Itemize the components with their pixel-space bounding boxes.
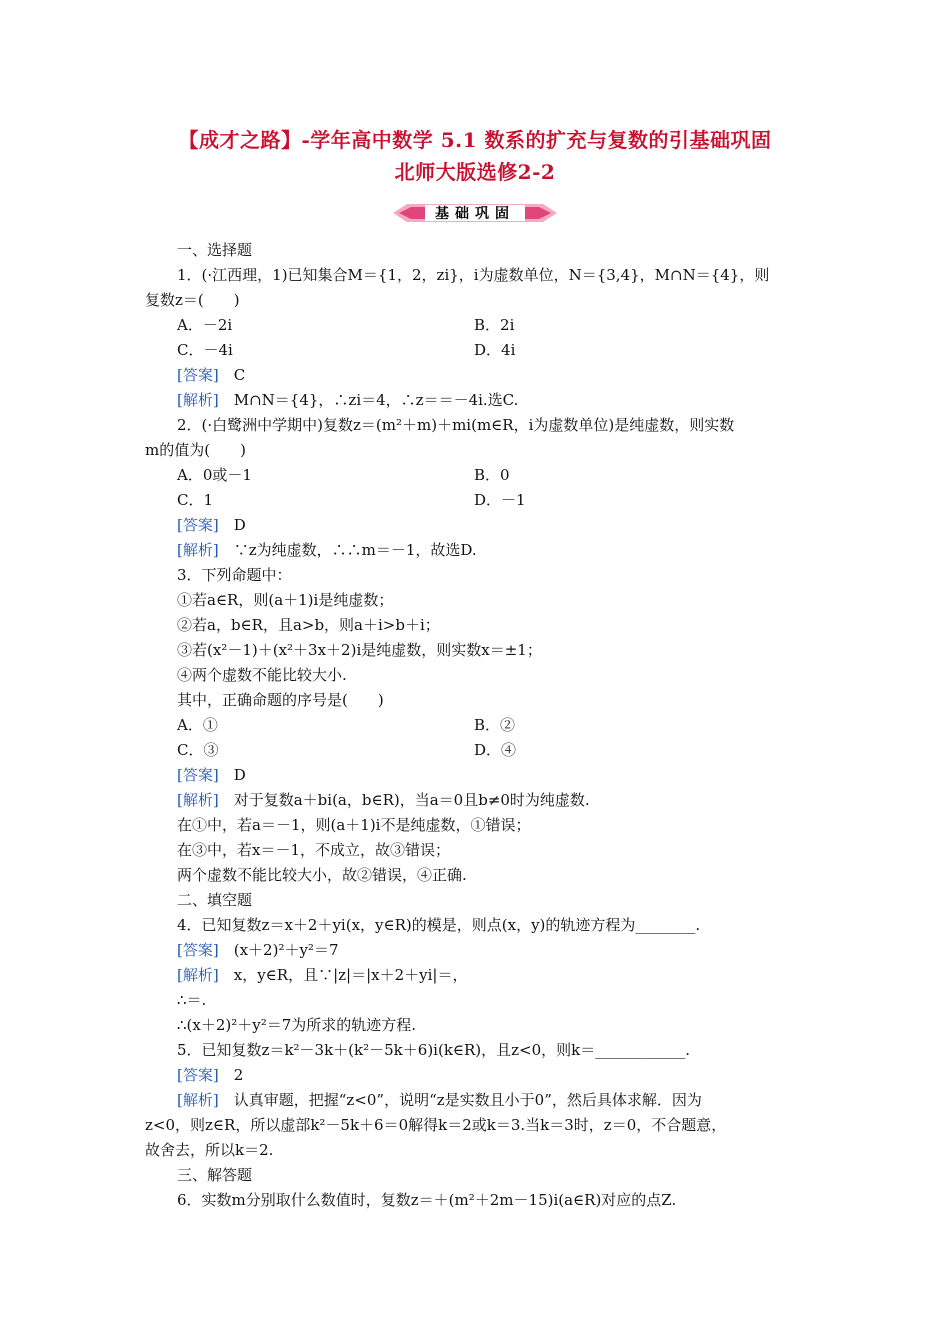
q2-stem-cont: m的值为( ) xyxy=(145,441,246,459)
answer-tag: [答案] xyxy=(177,516,219,534)
q2-option-c: C．1 xyxy=(177,491,214,509)
q4-answer: (x＋2)²＋y²＝7 xyxy=(233,941,339,959)
q4-analysis-more: ∴＝. xyxy=(177,991,207,1009)
analysis-tag: [解析] xyxy=(177,1091,219,1109)
q3-proposition: ③若(x²－1)＋(x²＋3x＋2)i是纯虚数，则实数x＝±1； xyxy=(177,641,542,659)
q5-analysis-line xyxy=(177,1090,702,1110)
q5-analysis: 认真审题，把握“z<0”，说明“z是实数且小于0”，然后具体求解．因为 xyxy=(233,1091,702,1109)
q3-proposition: ①若a∈R，则(a＋1)i是纯虚数； xyxy=(177,591,394,609)
q3-answer: D xyxy=(233,766,246,784)
q1-stem: 1．(·江西理，1)已知集合M＝{1，2，zi}，i为虚数单位，N＝{3,4}，M∩N＝{4}，则 xyxy=(177,266,770,284)
q3-analysis-more: 在③中，若x＝－1，不成立，故③错误； xyxy=(177,841,451,859)
q3-proposition: ②若a，b∈R，且a>b，则a＋i>b＋i； xyxy=(177,616,440,634)
q4-answer-line xyxy=(177,940,339,960)
answer-tag: [答案] xyxy=(177,941,219,959)
q1-stem-cont: 复数z＝( ) xyxy=(145,291,240,309)
q3-stem: 3．下列命题中： xyxy=(177,566,292,584)
q3-analysis-more: 在①中，若a＝－1，则(a＋1)i不是纯虚数，①错误； xyxy=(177,816,531,834)
document-title-line1: 【成才之路】-学年高中数学 5.1 数系的扩充与复数的引基础巩固 xyxy=(178,128,772,152)
q3-proposition: ④两个虚数不能比较大小. xyxy=(177,666,347,684)
document-title-line2: 北师大版选修2-2 xyxy=(394,160,556,184)
analysis-tag: [解析] xyxy=(177,541,219,559)
q4-analysis-line xyxy=(177,965,467,985)
analysis-tag: [解析] xyxy=(177,791,219,809)
q2-option-a: A．0或－1 xyxy=(177,466,252,484)
q4-analysis-more: ∴(x＋2)²＋y²＝7为所求的轨迹方程. xyxy=(177,1016,417,1034)
q1-option-b: B．2i xyxy=(474,316,515,334)
q1-option-c: C．－4i xyxy=(177,341,233,359)
q1-analysis: M∩N＝{4}，∴zi＝4，∴z＝＝－4i.选C. xyxy=(233,391,519,409)
q5-analysis-more: z<0，则z∈R，所以虚部k²－5k＋6＝0解得k＝2或k＝3.当k＝3时，z＝0，不合题意， xyxy=(145,1116,727,1134)
analysis-tag: [解析] xyxy=(177,966,219,984)
q1-analysis-line xyxy=(177,390,518,410)
q2-option-b: B．0 xyxy=(474,466,510,484)
banner-label: 基础巩固 xyxy=(435,206,515,222)
q3-option-a: A．① xyxy=(177,716,218,734)
q3-analysis-line xyxy=(177,790,590,810)
q3-analysis-more: 两个虚数不能比较大小，故②错误，④正确. xyxy=(177,866,467,884)
q2-analysis-line xyxy=(177,540,477,560)
q3-answer-line xyxy=(177,765,246,785)
answer-tag: [答案] xyxy=(177,366,219,384)
q2-stem: 2．(·白鹭洲中学期中)复数z＝(m²＋m)＋mi(m∈R，i为虚数单位)是纯虚数，则实数 xyxy=(177,416,735,434)
analysis-tag: [解析] xyxy=(177,391,219,409)
q2-analysis: ∵z为纯虚数，∴∴m＝－1，故选D. xyxy=(233,541,477,559)
q5-answer: 2 xyxy=(233,1066,244,1084)
q3-option-c: C．③ xyxy=(177,741,219,759)
q1-option-d: D．4i xyxy=(474,341,516,359)
q1-answer: C xyxy=(233,366,246,384)
q3-ask: 其中，正确命题的序号是( ) xyxy=(177,691,384,709)
q2-option-d: D．－1 xyxy=(474,491,526,509)
q6-stem: 6．实数m分别取什么数值时，复数z＝＋(m²＋2m－15)i(a∈R)对应的点Z. xyxy=(177,1191,677,1209)
q1-answer-line xyxy=(177,365,245,385)
q4-analysis: x，y∈R，且∵|z|＝|x＋2＋yi|＝， xyxy=(233,966,468,984)
q5-stem: 5．已知复数z＝k²－3k＋(k²－5k＋6)i(k∈R)，且z<0，则k＝____________. xyxy=(177,1041,691,1059)
q5-answer-line xyxy=(177,1065,243,1085)
answer-tag: [答案] xyxy=(177,766,219,784)
q5-analysis-more: 故舍去，所以k＝2. xyxy=(145,1141,274,1159)
q4-stem: 4．已知复数z＝x＋2＋yi(x，y∈R)的模是，则点(x，y)的轨迹方程为________. xyxy=(177,916,701,934)
section-heading: 二、填空题 xyxy=(177,891,253,909)
section-banner xyxy=(393,202,557,224)
q2-answer: D xyxy=(233,516,246,534)
q3-option-b: B．② xyxy=(474,716,516,734)
section-heading: 三、解答题 xyxy=(177,1166,253,1184)
section-heading: 一、选择题 xyxy=(177,241,253,259)
q2-answer-line xyxy=(177,515,246,535)
q3-option-d: D．④ xyxy=(474,741,517,759)
q3-analysis: 对于复数a＋bi(a，b∈R)，当a＝0且b≠0时为纯虚数. xyxy=(233,791,590,809)
q1-option-a: A．－2i xyxy=(177,316,233,334)
answer-tag: [答案] xyxy=(177,1066,219,1084)
